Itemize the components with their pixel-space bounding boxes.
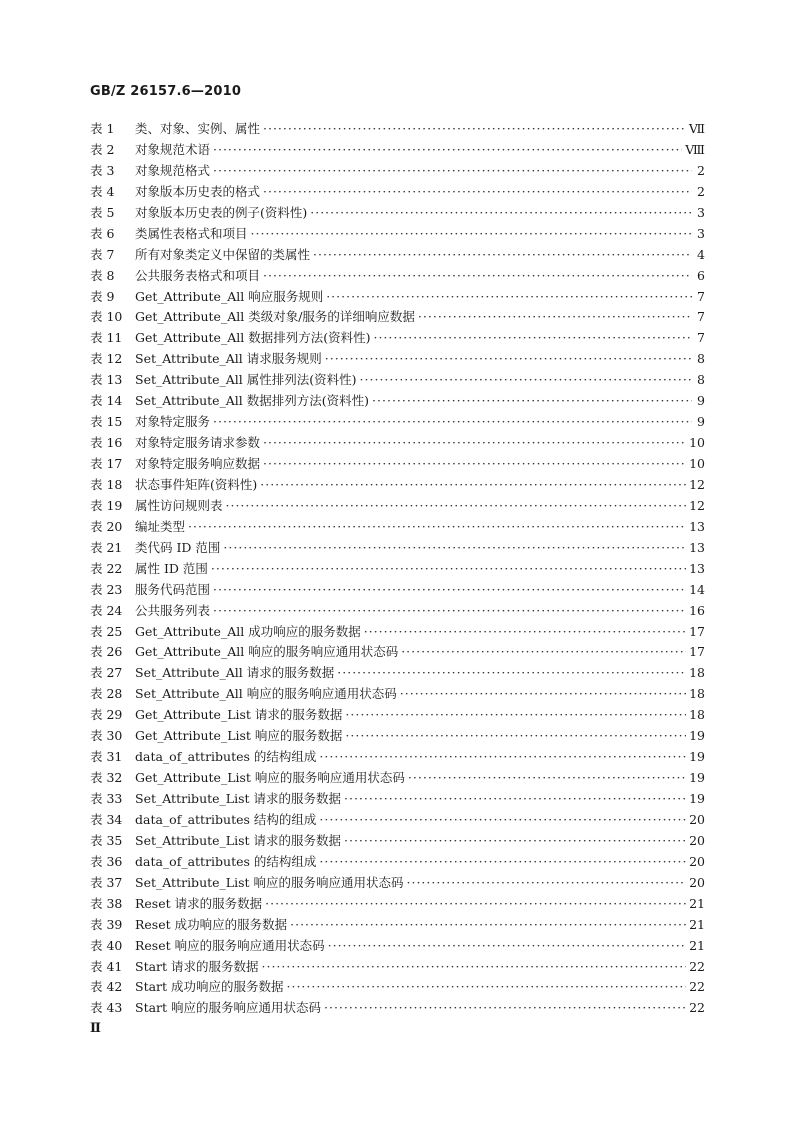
toc-entry-page: 8 xyxy=(697,351,705,367)
toc-entry-title: Reset 响应的服务响应通用状态码 xyxy=(135,937,325,953)
toc-entry-number: 表 40 xyxy=(90,937,123,953)
toc-entry[interactable] xyxy=(90,182,705,203)
toc-entry-page: 19 xyxy=(689,728,705,744)
toc-entry-number: 表 16 xyxy=(90,435,123,451)
toc-entry-page: 13 xyxy=(689,539,705,555)
toc-dot-leader xyxy=(337,663,686,684)
toc-entry-number: 表 7 xyxy=(90,246,115,262)
toc-entry-title: 公共服务列表 xyxy=(135,602,211,618)
toc-dot-leader xyxy=(326,287,692,308)
toc-dot-leader xyxy=(344,831,686,852)
toc-dot-leader xyxy=(407,873,687,894)
toc-dot-leader xyxy=(290,915,686,936)
toc-entry-page: 12 xyxy=(689,476,705,492)
toc-dot-leader xyxy=(260,475,686,496)
toc-entry-page: 8 xyxy=(697,372,705,388)
toc-entry-page: 22 xyxy=(689,979,705,995)
toc-entry[interactable] xyxy=(90,768,705,789)
toc-dot-leader xyxy=(319,747,686,768)
toc-dot-leader xyxy=(263,433,686,454)
toc-entry-title: 公共服务表格式和项目 xyxy=(135,267,261,283)
toc-entry[interactable] xyxy=(90,873,705,894)
toc-entry-number: 表 29 xyxy=(90,707,123,723)
toc-dot-leader xyxy=(373,328,692,349)
toc-entry-number: 表 41 xyxy=(90,958,123,974)
toc-entry[interactable] xyxy=(90,391,705,412)
table-of-tables-list xyxy=(90,119,705,1019)
toc-entry[interactable] xyxy=(90,496,705,517)
toc-entry-page: 4 xyxy=(697,246,705,262)
toc-entry[interactable] xyxy=(90,684,705,705)
toc-entry[interactable] xyxy=(90,622,705,643)
toc-dot-leader xyxy=(213,161,692,182)
toc-entry[interactable] xyxy=(90,538,705,559)
toc-entry[interactable] xyxy=(90,328,705,349)
toc-entry-number: 表 35 xyxy=(90,832,123,848)
toc-entry[interactable] xyxy=(90,810,705,831)
toc-entry-title: Set_Attribute_All 数据排列方法(资料性) xyxy=(135,393,370,409)
toc-entry-page: 19 xyxy=(689,791,705,806)
toc-entry-number: 表 21 xyxy=(90,539,123,555)
toc-entry[interactable] xyxy=(90,747,705,768)
toc-dot-leader xyxy=(319,852,686,873)
toc-entry-title: Set_Attribute_List 请求的服务数据 xyxy=(135,832,341,848)
toc-entry-page: 7 xyxy=(697,309,705,325)
toc-entry[interactable] xyxy=(90,161,705,182)
toc-entry[interactable] xyxy=(90,517,705,538)
toc-entry-page: 2 xyxy=(697,162,705,178)
toc-entry-title: Reset 成功响应的服务数据 xyxy=(135,916,288,932)
toc-dot-leader xyxy=(213,601,686,622)
toc-entry-title: 类代码 ID 范围 xyxy=(135,539,221,555)
toc-dot-leader xyxy=(418,307,692,328)
toc-entry[interactable] xyxy=(90,307,705,328)
toc-entry-page: 10 xyxy=(689,435,705,451)
toc-entry[interactable] xyxy=(90,915,705,936)
toc-entry-page: 2 xyxy=(697,183,705,199)
toc-entry-number: 表 20 xyxy=(90,518,123,534)
toc-entry-number: 表 13 xyxy=(90,372,123,388)
toc-entry[interactable] xyxy=(90,203,705,224)
toc-dot-leader xyxy=(263,119,686,140)
toc-entry-title: data_of_attributes 的结构组成 xyxy=(135,853,317,869)
toc-entry-page: 17 xyxy=(689,623,705,639)
toc-entry-page: Ⅶ xyxy=(688,121,705,136)
toc-entry-page: 10 xyxy=(689,456,705,471)
toc-entry-page: 13 xyxy=(689,560,705,576)
toc-entry-number: 表 37 xyxy=(90,874,123,890)
toc-entry-number: 表 19 xyxy=(90,497,123,513)
toc-entry-page: 17 xyxy=(689,644,705,660)
toc-entry-number: 表 27 xyxy=(90,665,123,681)
toc-dot-leader xyxy=(324,998,686,1019)
toc-entry[interactable] xyxy=(90,977,705,998)
toc-entry-title: Get_Attribute_All 成功响应的服务数据 xyxy=(135,623,361,639)
toc-dot-leader xyxy=(213,580,686,601)
toc-dot-leader xyxy=(213,140,682,161)
toc-dot-leader xyxy=(263,266,692,287)
toc-entry-title: 编址类型 xyxy=(135,518,186,534)
toc-dot-leader xyxy=(226,496,687,517)
toc-entry-title: Start 请求的服务数据 xyxy=(135,958,259,974)
toc-entry[interactable] xyxy=(90,349,705,370)
toc-entry-number: 表 18 xyxy=(90,476,123,492)
toc-entry-page: 18 xyxy=(689,707,705,723)
toc-entry-number: 表 34 xyxy=(90,811,123,827)
toc-entry-title: 类、对象、实例、属性 xyxy=(135,121,261,136)
toc-dot-leader xyxy=(400,684,686,705)
toc-entry-number: 表 6 xyxy=(90,225,115,241)
toc-entry-title: 对象规范术语 xyxy=(135,141,211,157)
toc-entry[interactable] xyxy=(90,726,705,747)
toc-entry-title: Set_Attribute_All 请求的服务数据 xyxy=(135,665,335,681)
toc-entry-number: 表 1 xyxy=(90,121,115,136)
toc-dot-leader xyxy=(372,391,692,412)
toc-entry-number: 表 10 xyxy=(90,309,123,325)
toc-dot-leader xyxy=(262,957,687,978)
toc-entry-page: 13 xyxy=(689,518,705,534)
toc-dot-leader xyxy=(263,182,692,203)
toc-dot-leader xyxy=(223,538,686,559)
toc-entry[interactable] xyxy=(90,433,705,454)
toc-entry-number: 表 24 xyxy=(90,602,123,618)
toc-entry-number: 表 14 xyxy=(90,393,123,409)
toc-entry[interactable] xyxy=(90,140,705,161)
toc-entry-number: 表 38 xyxy=(90,895,123,911)
toc-entry-page: 20 xyxy=(689,811,705,827)
toc-entry[interactable] xyxy=(90,831,705,852)
toc-entry-title: Get_Attribute_List 请求的服务数据 xyxy=(135,707,343,723)
toc-entry-page: 7 xyxy=(697,288,705,304)
toc-entry-page: 3 xyxy=(697,204,705,220)
toc-entry[interactable] xyxy=(90,852,705,873)
toc-dot-leader xyxy=(345,705,686,726)
toc-entry-number: 表 5 xyxy=(90,204,115,220)
toc-entry[interactable] xyxy=(90,705,705,726)
toc-entry-title: Set_Attribute_All 响应的服务响应通用状态码 xyxy=(135,686,397,702)
toc-entry-title: Set_Attribute_List 请求的服务数据 xyxy=(135,791,341,806)
toc-dot-leader xyxy=(263,454,686,475)
toc-entry-page: 16 xyxy=(689,602,705,618)
toc-entry-page: 18 xyxy=(689,686,705,702)
toc-entry-page: 19 xyxy=(689,770,705,786)
toc-entry-number: 表 33 xyxy=(90,791,123,806)
toc-dot-leader xyxy=(188,517,686,538)
page-number: Ⅱ xyxy=(90,1021,101,1036)
toc-entry[interactable] xyxy=(90,245,705,266)
toc-dot-leader xyxy=(344,789,686,810)
toc-entry[interactable] xyxy=(90,663,705,684)
toc-entry-title: 属性 ID 范围 xyxy=(135,560,208,576)
toc-entry-number: 表 26 xyxy=(90,644,123,660)
toc-entry-number: 表 8 xyxy=(90,267,115,283)
toc-entry-title: 对象版本历史表的例子(资料性) xyxy=(135,204,308,220)
toc-entry-page: 18 xyxy=(689,665,705,681)
toc-entry-number: 表 4 xyxy=(90,183,115,199)
toc-entry-title: 所有对象类定义中保留的类属性 xyxy=(135,246,311,262)
toc-entry-page: 20 xyxy=(689,832,705,848)
toc-entry-page: 19 xyxy=(689,749,705,765)
toc-entry[interactable] xyxy=(90,287,705,308)
toc-entry-page: Ⅷ xyxy=(685,141,705,157)
toc-entry-title: Get_Attribute_List 响应的服务响应通用状态码 xyxy=(135,770,405,786)
toc-entry-page: 9 xyxy=(697,414,705,430)
toc-entry-page: 21 xyxy=(689,895,705,911)
toc-entry-page: 20 xyxy=(689,853,705,869)
toc-entry[interactable] xyxy=(90,936,705,957)
toc-dot-leader xyxy=(313,245,692,266)
toc-dot-leader xyxy=(310,203,692,224)
toc-entry-title: Get_Attribute_All 响应服务规则 xyxy=(135,288,324,304)
toc-entry[interactable] xyxy=(90,894,705,915)
toc-entry-page: 6 xyxy=(697,267,705,283)
toc-entry-number: 表 2 xyxy=(90,141,115,157)
toc-entry[interactable] xyxy=(90,601,705,622)
toc-entry-number: 表 25 xyxy=(90,623,123,639)
toc-entry[interactable] xyxy=(90,957,705,978)
toc-entry[interactable] xyxy=(90,370,705,391)
toc-entry-number: 表 12 xyxy=(90,351,123,367)
toc-entry-number: 表 36 xyxy=(90,853,123,869)
toc-entry-title: 属性访问规则表 xyxy=(135,497,223,513)
toc-dot-leader xyxy=(345,726,686,747)
toc-entry[interactable] xyxy=(90,998,705,1019)
toc-entry[interactable] xyxy=(90,559,705,580)
toc-entry[interactable] xyxy=(90,412,705,433)
toc-entry-title: 对象特定服务响应数据 xyxy=(135,456,261,471)
toc-entry-title: 服务代码范围 xyxy=(135,581,211,597)
toc-entry-number: 表 31 xyxy=(90,749,123,765)
toc-entry-title: Get_Attribute_List 响应的服务数据 xyxy=(135,728,343,744)
toc-dot-leader xyxy=(328,936,686,957)
toc-entry-title: data_of_attributes 结构的组成 xyxy=(135,811,317,827)
toc-entry-number: 表 23 xyxy=(90,581,123,597)
toc-entry-title: Set_Attribute_List 响应的服务响应通用状态码 xyxy=(135,874,404,890)
toc-entry-number: 表 30 xyxy=(90,728,123,744)
toc-entry[interactable] xyxy=(90,119,705,140)
toc-entry-page: 3 xyxy=(697,225,705,241)
toc-entry-page: 22 xyxy=(689,1000,705,1016)
toc-entry[interactable] xyxy=(90,789,705,810)
toc-entry-page: 22 xyxy=(689,958,705,974)
toc-entry-page: 9 xyxy=(697,393,705,409)
toc-entry-number: 表 15 xyxy=(90,414,123,430)
toc-entry-title: data_of_attributes 的结构组成 xyxy=(135,749,317,765)
toc-entry-title: 类属性表格式和项目 xyxy=(135,225,248,241)
toc-entry-page: 7 xyxy=(697,330,705,346)
toc-entry-number: 表 9 xyxy=(90,288,115,304)
toc-dot-leader xyxy=(360,370,692,391)
toc-entry-title: Get_Attribute_All 响应的服务响应通用状态码 xyxy=(135,644,399,660)
toc-entry-title: Start 响应的服务响应通用状态码 xyxy=(135,1000,322,1016)
toc-entry-title: Get_Attribute_All 数据排列方法(资料性) xyxy=(135,330,371,346)
toc-dot-leader xyxy=(401,642,686,663)
toc-entry-title: Set_Attribute_All 请求服务规则 xyxy=(135,351,322,367)
toc-entry-number: 表 42 xyxy=(90,979,123,995)
toc-entry[interactable] xyxy=(90,266,705,287)
toc-entry-number: 表 17 xyxy=(90,456,123,471)
toc-dot-leader xyxy=(265,894,686,915)
toc-entry[interactable] xyxy=(90,580,705,601)
toc-entry-number: 表 22 xyxy=(90,560,123,576)
toc-entry-title: Set_Attribute_All 属性排列法(资料性) xyxy=(135,372,357,388)
toc-entry[interactable] xyxy=(90,642,705,663)
toc-entry[interactable] xyxy=(90,475,705,496)
toc-entry-title: 对象特定服务请求参数 xyxy=(135,435,261,451)
toc-entry-title: 对象特定服务 xyxy=(135,414,211,430)
toc-dot-leader xyxy=(408,768,686,789)
document-standard-number: GB/Z 26157.6—2010 xyxy=(90,84,242,99)
toc-entry-title: 状态事件矩阵(资料性) xyxy=(135,476,258,492)
toc-entry-title: 对象版本历史表的格式 xyxy=(135,183,261,199)
toc-entry-title: Get_Attribute_All 类级对象/服务的详细响应数据 xyxy=(135,309,415,325)
toc-dot-leader xyxy=(325,349,692,370)
toc-entry-title: Reset 请求的服务数据 xyxy=(135,895,263,911)
toc-entry-number: 表 3 xyxy=(90,162,115,178)
toc-dot-leader xyxy=(251,224,692,245)
toc-entry-page: 12 xyxy=(689,497,705,513)
toc-entry-number: 表 39 xyxy=(90,916,123,932)
toc-dot-leader xyxy=(364,622,686,643)
toc-entry-number: 表 32 xyxy=(90,770,123,786)
toc-entry-number: 表 43 xyxy=(90,1000,123,1016)
toc-entry[interactable] xyxy=(90,224,705,245)
toc-entry-page: 20 xyxy=(689,874,705,890)
toc-entry-page: 21 xyxy=(689,916,705,932)
toc-entry-number: 表 11 xyxy=(90,330,123,346)
toc-entry-page: 21 xyxy=(689,937,705,953)
toc-dot-leader xyxy=(213,412,692,433)
toc-dot-leader xyxy=(211,559,686,580)
toc-entry-title: Start 成功响应的服务数据 xyxy=(135,979,284,995)
toc-dot-leader xyxy=(287,977,687,998)
toc-entry-title: 对象规范格式 xyxy=(135,162,211,178)
toc-entry-number: 表 28 xyxy=(90,686,123,702)
toc-entry[interactable] xyxy=(90,454,705,475)
toc-entry-page: 14 xyxy=(689,581,705,597)
toc-dot-leader xyxy=(319,810,686,831)
